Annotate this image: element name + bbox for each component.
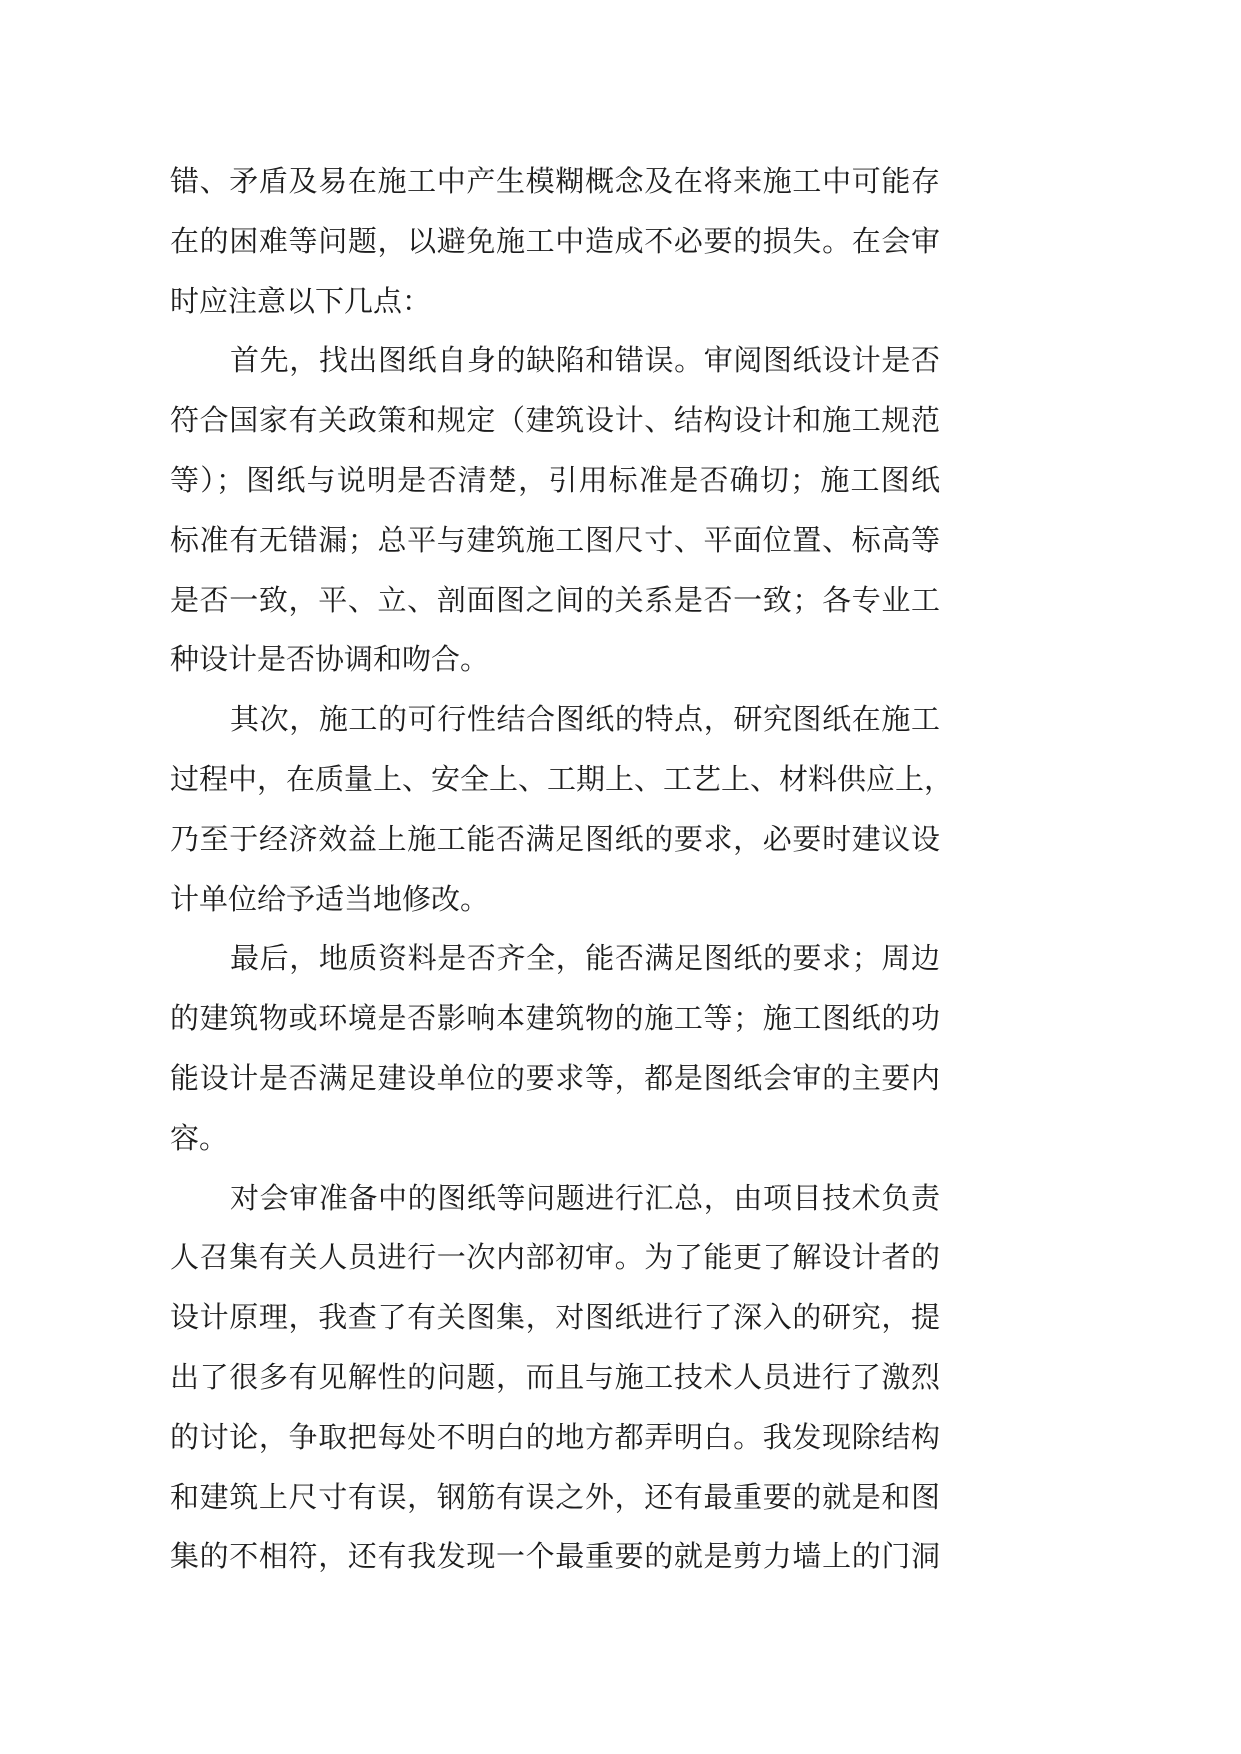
text-line: 的建筑物或环境是否影响本建筑物的施工等；施工图纸的功: [170, 1001, 940, 1036]
text-line: 在的困难等问题，以避免施工中造成不必要的损失。在会审: [170, 223, 940, 258]
text-line: 容。: [170, 1120, 229, 1155]
document-body: [170, 152, 954, 1587]
text-line: 错、矛盾及易在施工中产生模糊概念及在将来施工中可能存: [170, 164, 940, 198]
text-line: 和建筑上尺寸有误，钢筋有误之外，还有最重要的就是和图: [170, 1479, 940, 1514]
text-line: 人召集有关人员进行一次内部初审。为了能更了解设计者的: [170, 1240, 940, 1275]
text-line: 最后，地质资料是否齐全，能否满足图纸的要求；周边: [230, 941, 940, 976]
paragraph-summary: [170, 1169, 940, 1588]
text-line: 等）；图纸与说明是否清楚，引用标准是否确切；施工图纸: [170, 462, 940, 497]
text-line: 能设计是否满足建设单位的要求等，都是图纸会审的主要内: [170, 1060, 940, 1095]
text-line: 时应注意以下几点：: [170, 283, 432, 318]
text-line: 的讨论，争取把每处不明白的地方都弄明白。我发现除结构: [170, 1419, 940, 1454]
paragraph-third-point: [170, 929, 940, 1168]
text-line: 其次，施工的可行性结合图纸的特点，研究图纸在施工: [230, 702, 940, 737]
text-line: 计单位给予适当地修改。: [170, 881, 490, 916]
text-line: 对会审准备中的图纸等问题进行汇总，由项目技术负责: [230, 1180, 940, 1215]
text-line: 符合国家有关政策和规定（建筑设计、结构设计和施工规范: [170, 403, 940, 438]
text-line: 过程中，在质量上、安全上、工期上、工艺上、材料供应上，: [170, 761, 954, 796]
text-line: 种设计是否协调和吻合。: [170, 642, 490, 677]
text-line: 首先，找出图纸自身的缺陷和错误。审阅图纸设计是否: [230, 343, 940, 378]
text-line: 集的不相符，还有我发现一个最重要的就是剪力墙上的门洞: [170, 1539, 940, 1574]
text-line: 设计原理，我查了有关图集，对图纸进行了深入的研究，提: [170, 1300, 940, 1335]
paragraph-second-point: [170, 690, 954, 929]
text-line: 乃至于经济效益上施工能否满足图纸的要求，必要时建议设: [170, 821, 940, 856]
text-line: 标准有无错漏；总平与建筑施工图尺寸、平面位置、标高等: [170, 522, 940, 557]
text-line: 出了很多有见解性的问题，而且与施工技术人员进行了激烈: [170, 1359, 940, 1394]
paragraph-continuation: [170, 152, 940, 331]
paragraph-first-point: [170, 331, 940, 690]
text-line: 是否一致，平、立、剖面图之间的关系是否一致；各专业工: [170, 582, 940, 617]
